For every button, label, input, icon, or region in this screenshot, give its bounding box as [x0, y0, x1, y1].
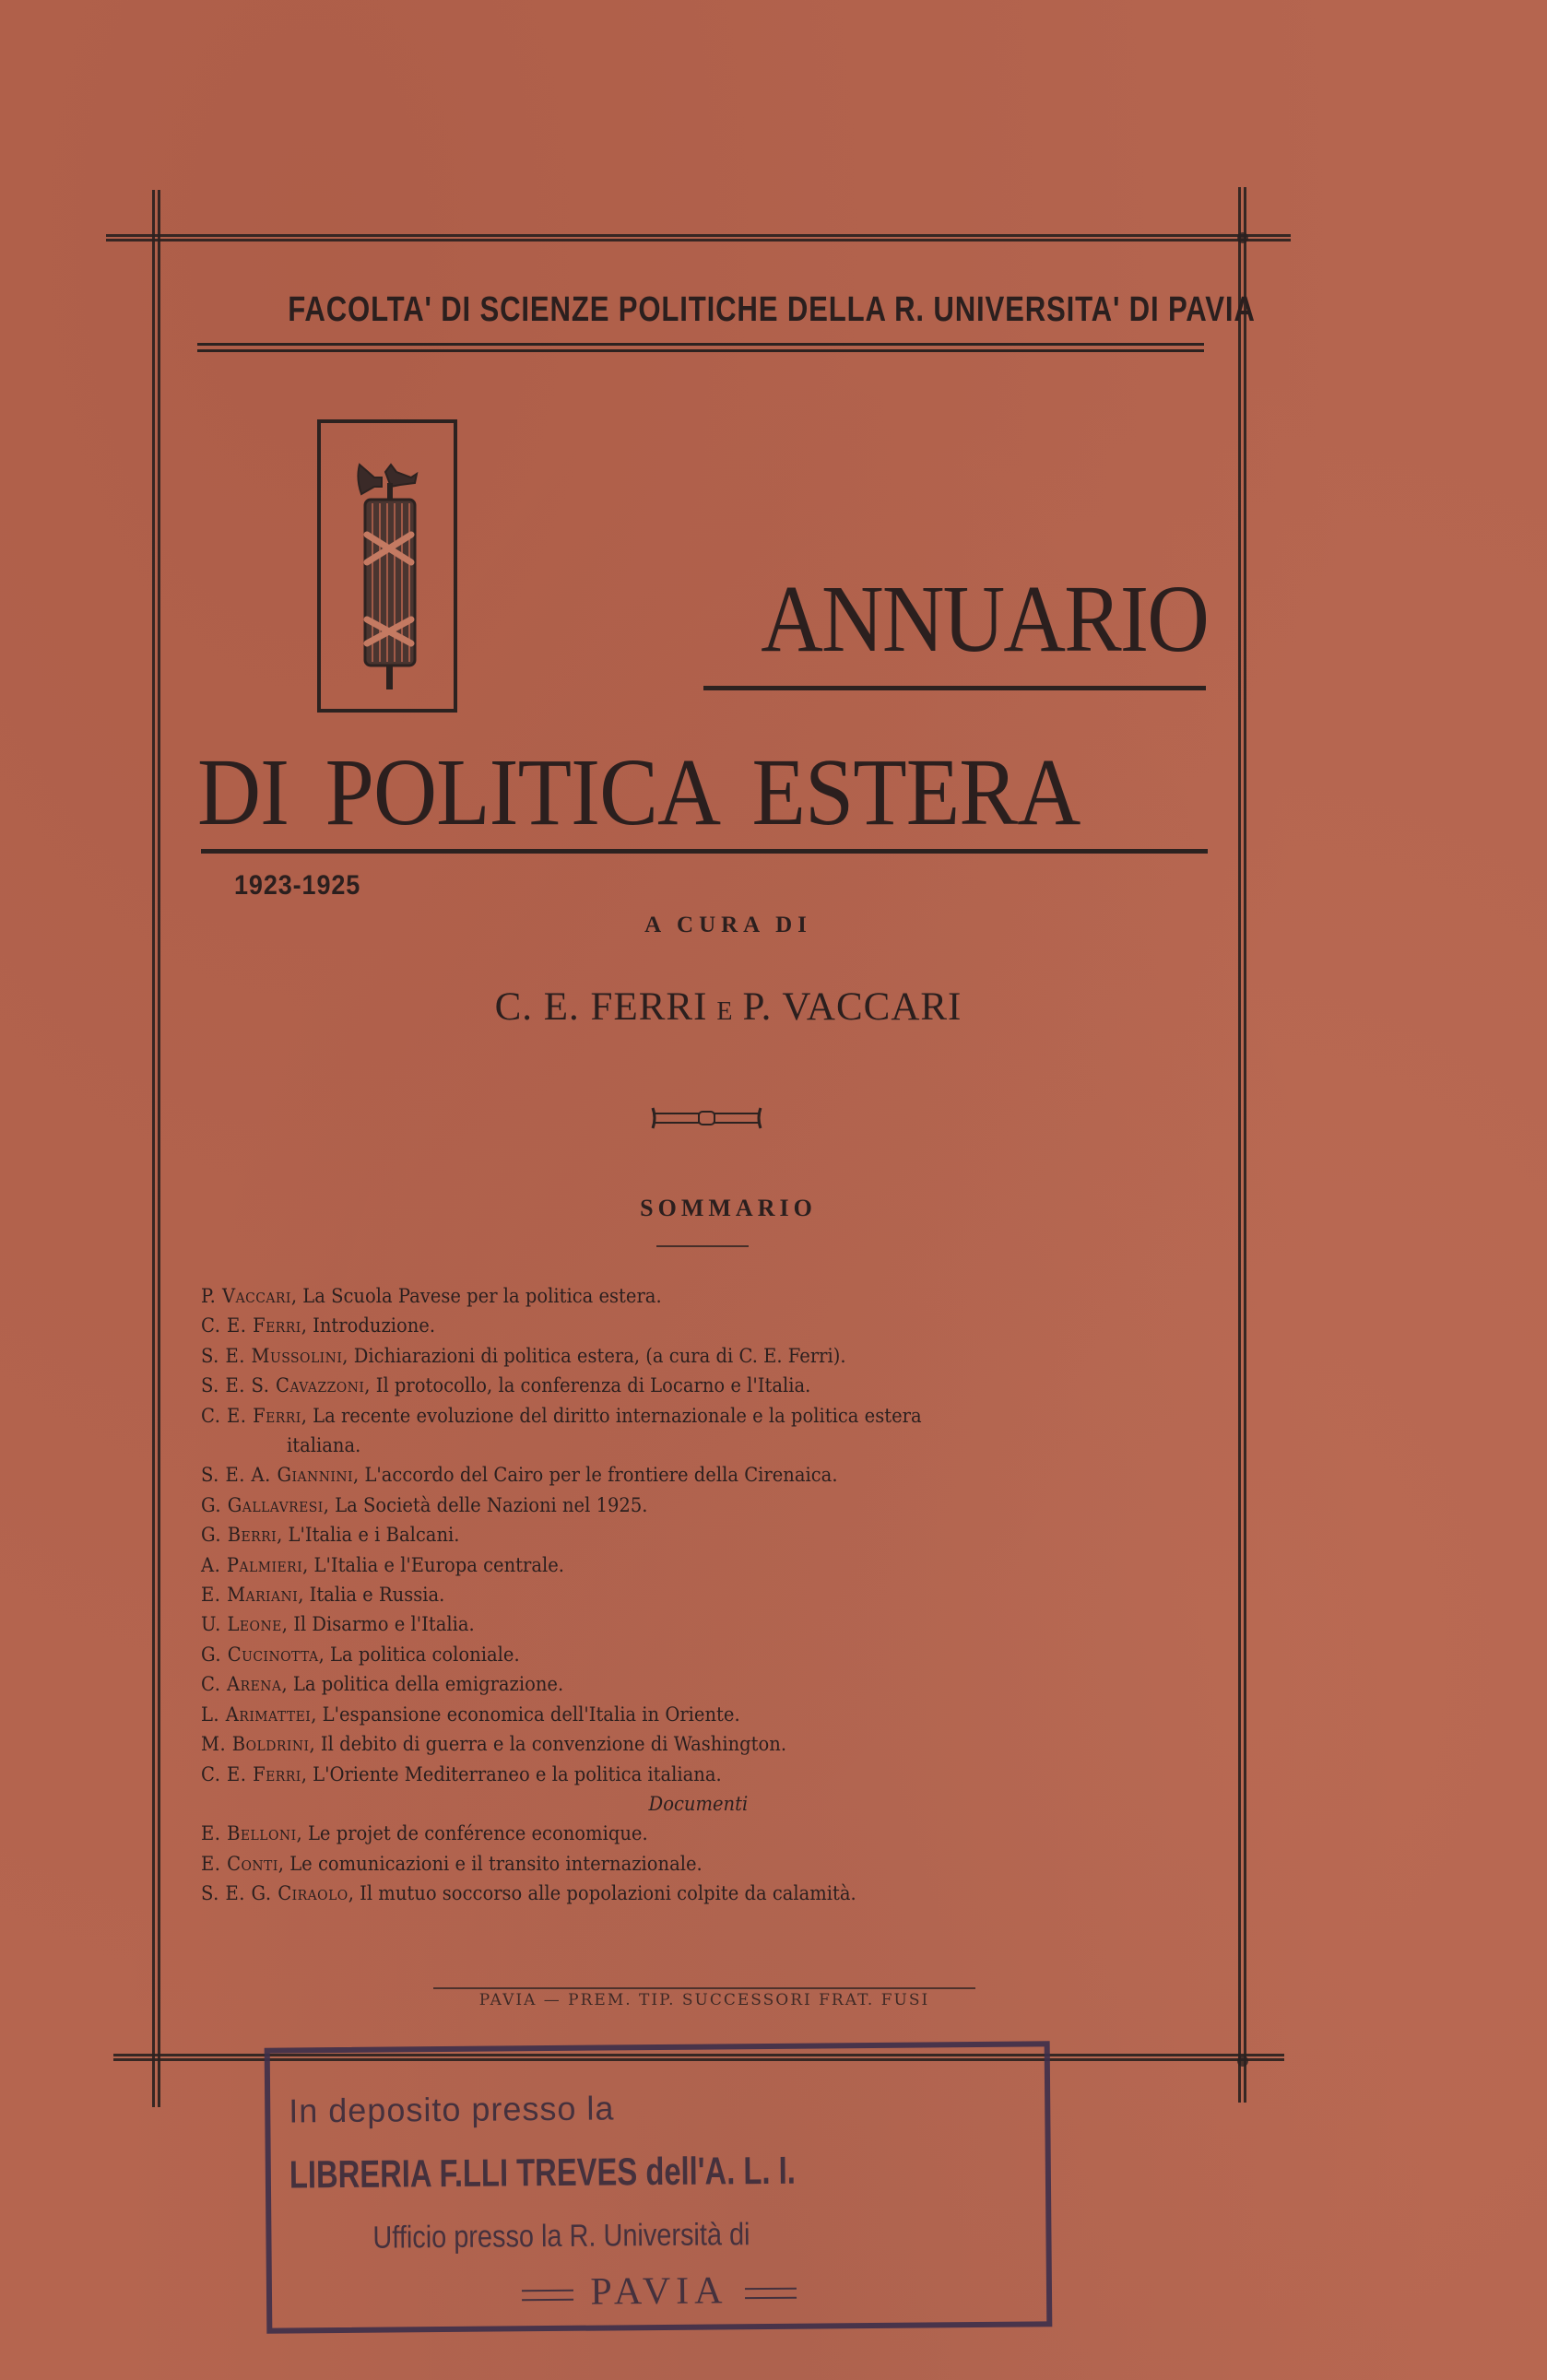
editor-name: C. E. FERRI [494, 985, 708, 1029]
stamp-line-2: LIBRERIA F.LLI TREVES dell'A. L. I. [289, 2148, 797, 2197]
toc-entry: L. Arimattei, L'espansione economica dell'Italia in Oriente. [201, 1703, 740, 1726]
toc-document-entry: E. Conti, Le comunicazioni e il transito internazionale. [201, 1852, 703, 1875]
toc-entry: A. Palmieri, L'Italia e l'Europa centrale. [201, 1553, 565, 1576]
bookseller-stamp [265, 2041, 1053, 2333]
stamp-line-3: Ufficio presso la R. Università di [372, 2217, 750, 2256]
ornamental-rule-icon [649, 1106, 764, 1130]
toc-entry: C. E. Ferri, Introduzione. [201, 1314, 436, 1337]
editors-intro: A CURA DI [644, 913, 812, 937]
toc-entry: G. Berri, L'Italia e i Balcani. [201, 1524, 460, 1547]
toc-entry: C. Arena, La politica della emigrazione. [201, 1673, 564, 1696]
toc-document-entry: E. Belloni, Le projet de conférence economique. [201, 1822, 648, 1845]
printer-imprint: PAVIA — PREM. TIP. SUCCESSORI FRAT. FUSI [478, 1991, 930, 2009]
contents-heading-rule [656, 1245, 749, 1247]
toc-entry: U. Leone, Il Disarmo e l'Italia. [201, 1613, 475, 1636]
fasces-icon [354, 446, 428, 695]
stamp-line-1: In deposito presso la [289, 2089, 615, 2130]
editors-names [369, 984, 1088, 1030]
toc-entry-continuation: italiana. [287, 1434, 361, 1457]
frame-top-rule [106, 234, 1291, 242]
frame-corner-knot [1237, 2056, 1248, 2067]
toc-entry: G. Gallavresi, La Società delle Nazioni nel 1925. [201, 1493, 648, 1516]
table-of-contents [201, 1281, 1144, 1909]
toc-entry: E. Mariani, Italia e Russia. [201, 1584, 445, 1607]
frame-left-rule [152, 190, 160, 2107]
years-range: 1923-1925 [234, 870, 361, 901]
toc-document-entry: S. E. G. Ciraolo, Il mutuo soccorso alle popolazioni colpite da calamità. [201, 1882, 856, 1905]
toc-entry: M. Boldrini, Il debito di guerra e la convenzione di Washington. [201, 1733, 787, 1756]
documents-heading: Documenti [648, 1792, 749, 1815]
emblem-frame [317, 419, 457, 713]
title-underline [703, 686, 1206, 690]
contents-heading: SOMMARIO [640, 1195, 817, 1221]
toc-entry: S. E. S. Cavazzoni, Il protocollo, la conferenza di Locarno e l'Italia. [201, 1374, 811, 1397]
stamp-dash-left [522, 2290, 573, 2301]
title-underline [201, 849, 1208, 854]
editors-conjunction: E [716, 997, 734, 1026]
stamp-dash-right [744, 2288, 796, 2299]
toc-entry: P. Vaccari, La Scuola Pavese per la politica estera. [201, 1285, 662, 1307]
toc-entry: C. E. Ferri, L'Oriente Mediterraneo e la politica italiana. [201, 1762, 722, 1785]
toc-entry: S. E. A. Giannini, L'accordo del Cairo per le frontiere della Cirenaica. [201, 1464, 838, 1487]
editor-name: P. VACCARI [742, 985, 962, 1029]
frame-right-rule [1238, 187, 1246, 2103]
toc-entry: G. Cucinotta, La politica coloniale. [201, 1643, 520, 1666]
toc-entry: C. E. Ferri, La recente evoluzione del diritto internazionale e la politica estera [201, 1404, 922, 1427]
faculty-double-rule [197, 343, 1204, 352]
printer-rule [433, 1987, 975, 1989]
frame-corner-knot [1237, 232, 1248, 243]
title-line-1: ANNUARIO [761, 566, 1208, 672]
faculty-heading: FACOLTA' DI SCIENZE POLITICHE DELLA R. UNIVERSITA' DI PAVIA [288, 290, 1256, 329]
title-line-2: DI POLITICA ESTERA [197, 739, 1081, 845]
toc-entry: S. E. Mussolini, Dichiarazioni di politica estera, (a cura di C. E. Ferri). [201, 1344, 846, 1367]
stamp-line-4: PAVIA [272, 2266, 1046, 2316]
